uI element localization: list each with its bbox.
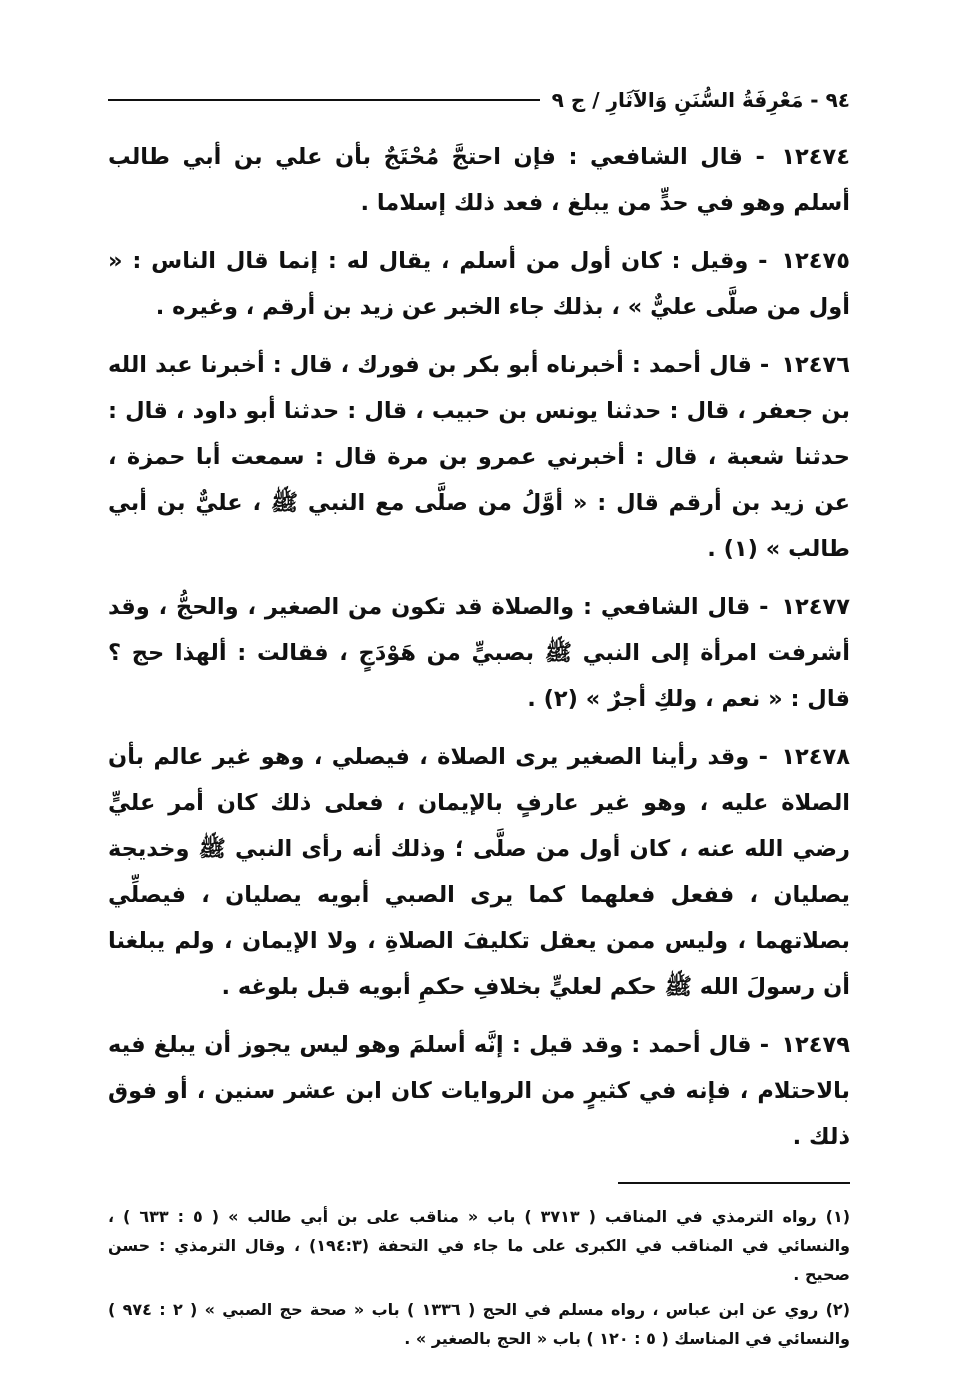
paragraph-12476 [108,342,850,572]
paragraph-text: - وقد رأينا الصغير يرى الصلاة ، فيصلي ، وهو غير عالم بأن الصلاة عليه ، وهو غير عارفٍ بالإيمان ، فعلى ذلك كان أمر عليٍّ رضي الله عنه ، كان أول من صلَّى ؛ وذلك أنه رأى النبي ﷺ وخديجة يصليان ، ففعل فعلهما كما يرى الصبي أبويه يصليان ، فيصلِّي بصلاتهما ، وليس ممن يعقل تكليفَ الصلاةِ ، ولا الإيمان ، ولم يبلغنا أن رسولَ الله ﷺ حكم لعليٍّ بخلافِ حكمِ أبويه قبل بلوغه . [108,744,850,1000]
paragraph-text: - قال أحمد : أخبرناه أبو بكر بن فورك ، قال : أخبرنا عبد الله بن جعفر ، قال : حدثنا يونس بن حبيب ، قال : حدثنا أبو داود ، قال : حدثنا شعبة ، قال : أخبرني عمرو بن مرة قال : سمعت أبا حمزة ، عن زيد بن أرقم قال : « أوَّلُ من صلَّى مع النبي ﷺ ، عليٌّ بن أبي طالب » (١) . [108,352,850,562]
paragraph-number: ١٢٤٧٨ [781,744,850,770]
paragraph-12478 [108,734,850,1010]
footnote-2: (٢) روي عن ابن عباس ، رواه مسلم في الحج ( ١٣٣٦ ) باب « صحة حج الصبي » ( ٢ : ٩٧٤ ) والنسائي في المناسك ( ٥ : ١٢٠ ) باب « الحج بالصغير » . [108,1300,850,1348]
paragraph-number: ١٢٤٧٥ [781,248,850,274]
paragraph-12477 [108,584,850,722]
page-header [108,80,850,120]
paragraph-number: ١٢٤٧٧ [781,594,850,620]
paragraph-text: - قال أحمد : وقد قيل : إنَّه أسلمَ وهو ليس يجوز أن يبلغ فيه بالاحتلام ، فإنه في كثيرٍ من الروايات كان ابن عشر سنين ، أو فوق ذلك . [108,1032,850,1150]
footnote-1: (١) رواه الترمذي في المناقب ( ٣٧١٣ ) باب « مناقب على بن أبي طالب » ( ٥ : ٦٣٣ ) ، والنسائي في المناقب في الكبرى على ما جاء في التحفة (١٩٤:٣) ، وقال الترمذي : حسن صحيح . [108,1207,851,1284]
paragraph-12475 [108,238,850,330]
footnote-separator [618,1182,850,1184]
paragraph-number: ١٢٤٧٦ [781,352,850,378]
paragraph-text: - وقيل : كان أول من أسلم ، يقال له : إنما قال الناس : « أول من صلَّى عليٌّ » ، بذلك جاء الخبر عن زيد بن أرقم ، وغيره . [108,248,850,320]
paragraph-text: - قال الشافعي : والصلاة قد تكون من الصغير ، والحجُّ ، وقد أشرفت امرأة إلى النبي ﷺ بصبيٍّ من هَوْدَجٍ ، فقالت : ألهذا حج ؟ قال : « نعم ، ولكِ أجرٌ » (٢) . [108,594,850,712]
paragraph-number: ١٢٤٧٩ [781,1032,850,1058]
header-rule [108,99,540,101]
document-page [108,80,850,1359]
paragraph-12479 [108,1022,850,1160]
page-header-title: ٩٤ - مَعْرِفَةُ السُّنَنِ وَالآثَارِ / ج ٩ [551,88,850,112]
paragraph-text: - قال الشافعي : فإن احتجَّ مُحْتَجٌ بأن علي بن أبي طالب أسلم وهو في حدٍّ من يبلغ ، فعد ذلك إسلاما . [108,144,850,216]
paragraph-12474 [108,134,850,226]
footnotes [108,1202,850,1353]
paragraph-number: ١٢٤٧٤ [781,144,850,170]
